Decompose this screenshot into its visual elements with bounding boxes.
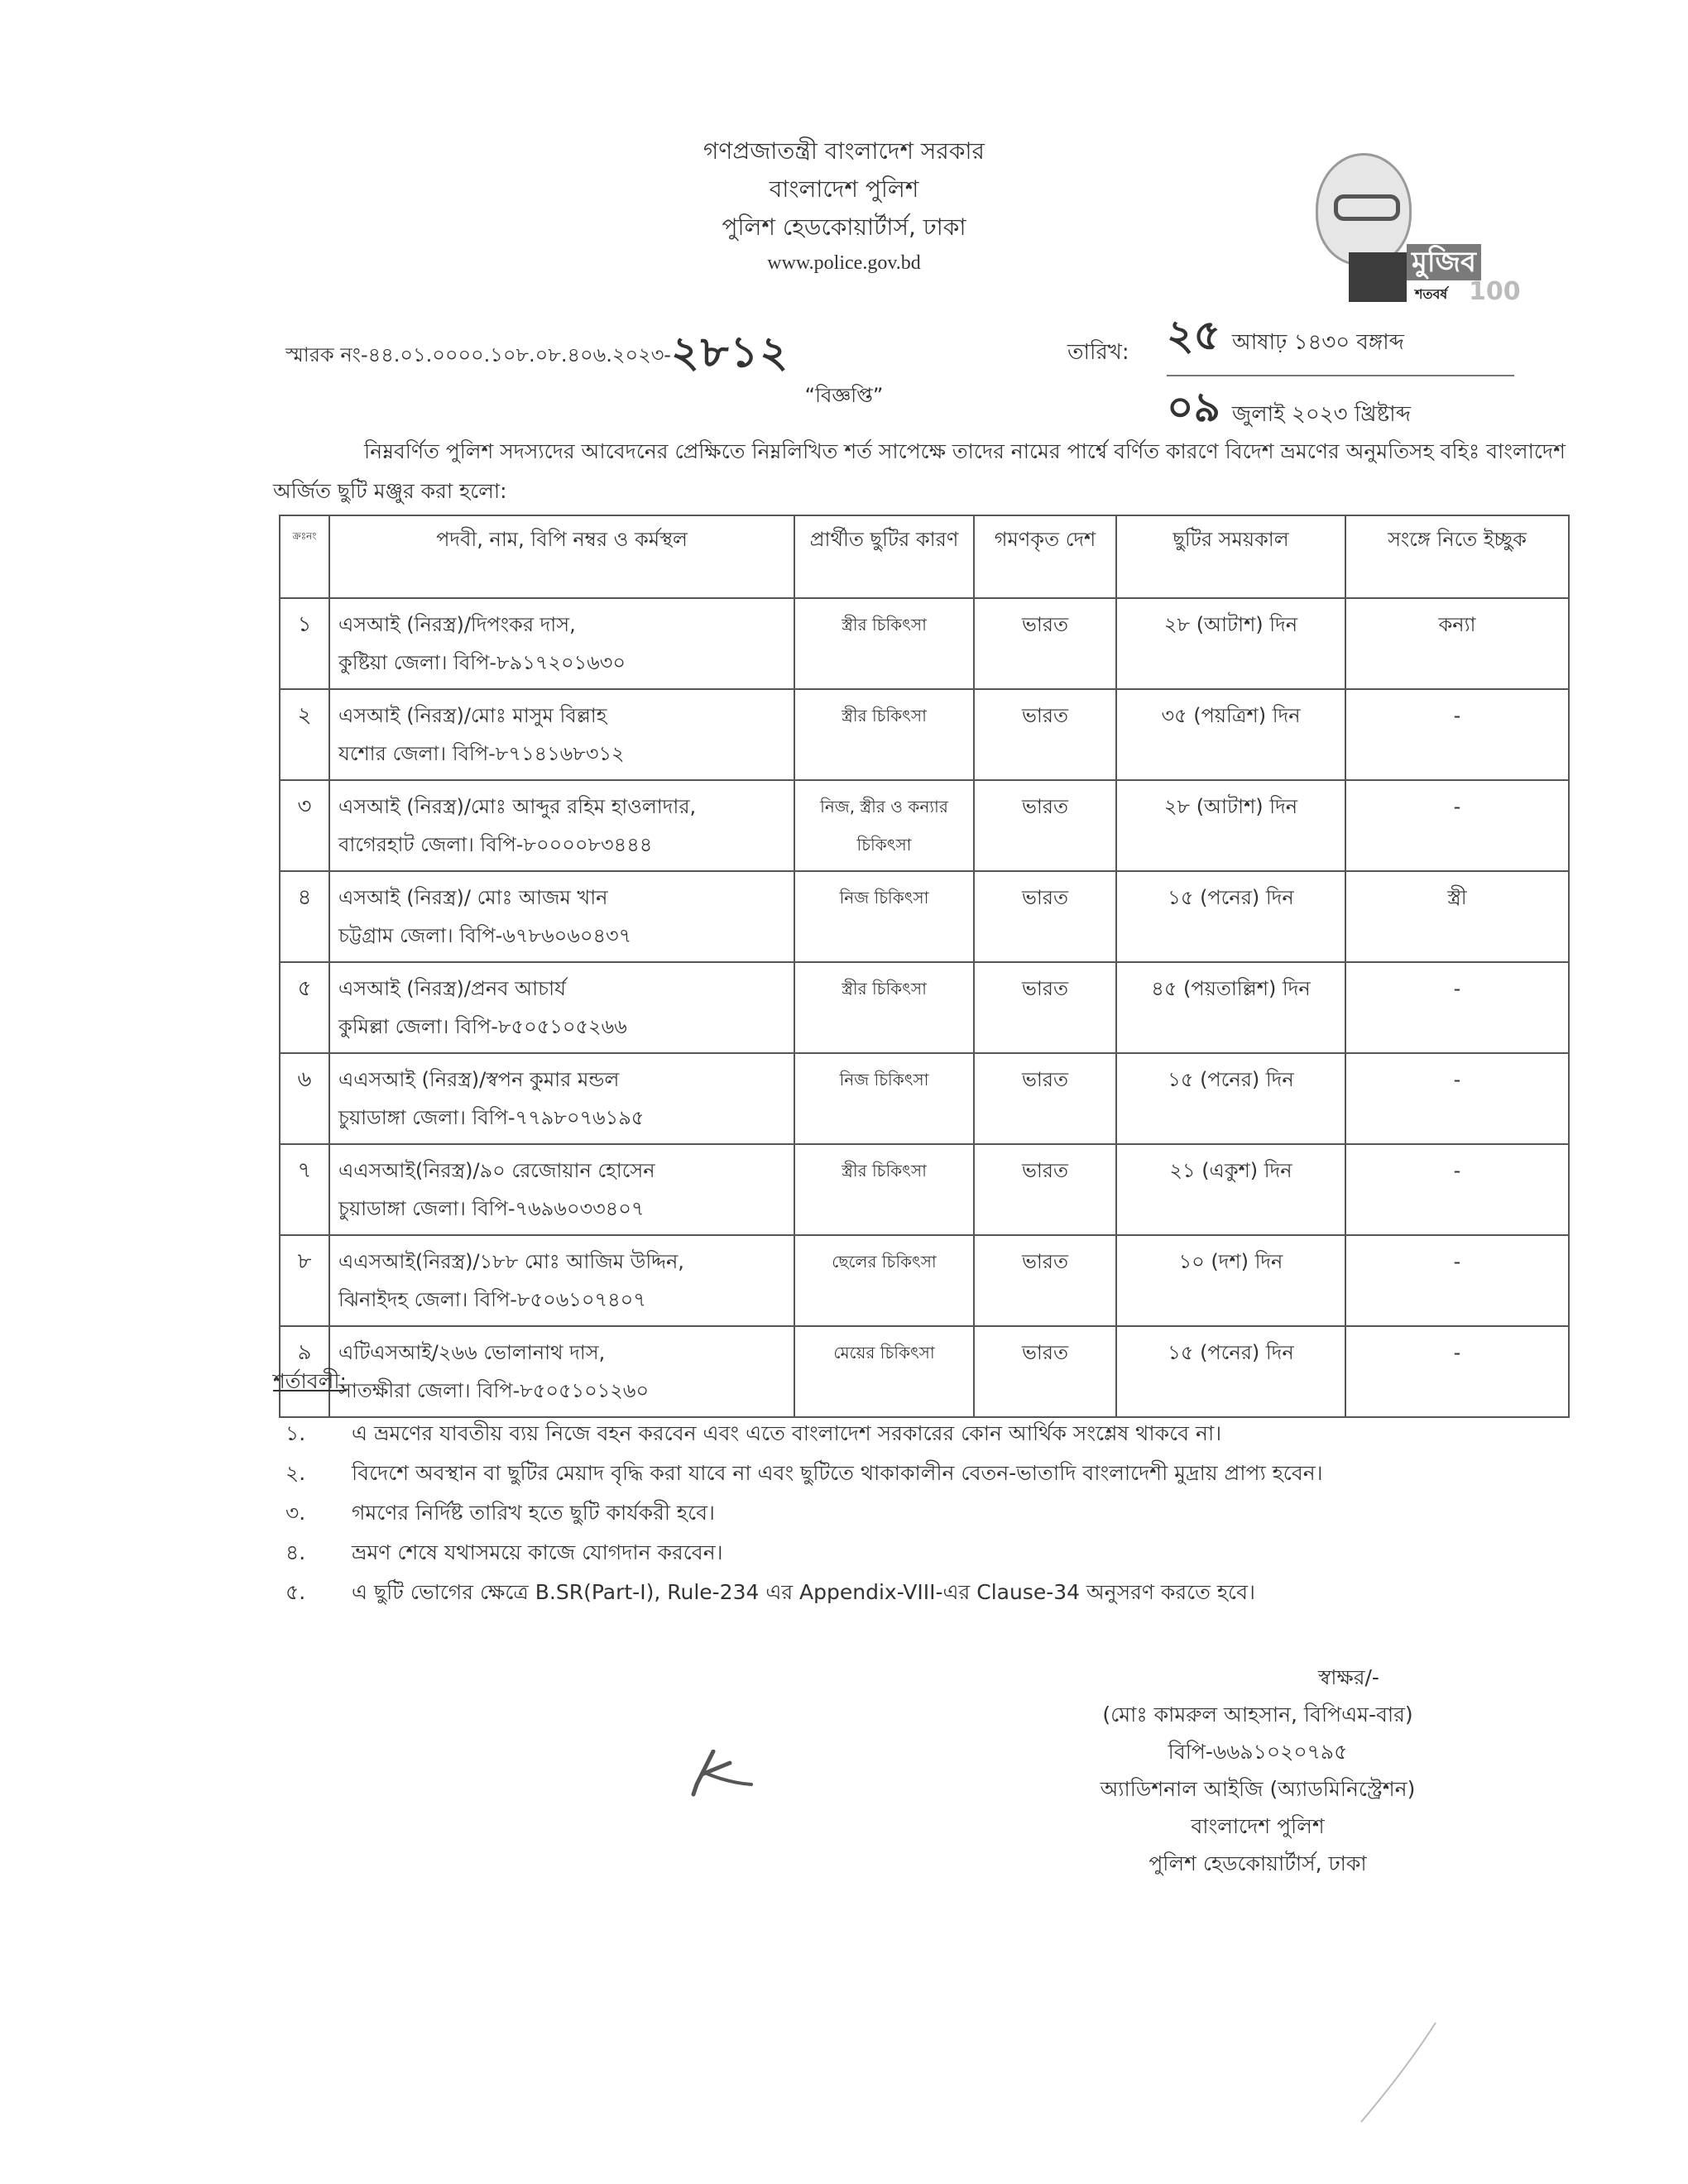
leave-table <box>279 515 1570 1418</box>
memo-prefix: স্মারক নং-৪৪.০১.০০০০.১০৮.০৮.৪০৬.২০২৩- <box>285 343 671 366</box>
bangla-date <box>1167 304 1523 373</box>
row-serial: ২ <box>280 689 329 780</box>
row-serial: ৬ <box>280 1053 329 1144</box>
row-companion: - <box>1345 1053 1569 1144</box>
notice-title: “বিজ্ঞপ্তি” <box>804 384 884 407</box>
bangla-day: ২৫ <box>1167 310 1220 359</box>
table-header-row <box>280 515 1569 598</box>
english-day: ০৯ <box>1167 382 1220 431</box>
signatory-bp-number: বিপি-৬৬৯১০২০৭৯৫ <box>1168 1740 1348 1764</box>
bangla-month-year: আষাঢ় ১৪৩০ বঙ্গাব্দ <box>1231 330 1404 355</box>
row-reason: মেয়ের চিকিৎসা <box>794 1326 974 1417</box>
signatory-designation: অ্যাডিশনাল আইজি (অ্যাডমিনিস্ট্রেশন) <box>1100 1777 1416 1801</box>
row-rank-name: এএসআই(নিরস্ত্র)/৯০ রেজোয়ান হোসেন <box>338 1159 655 1182</box>
website-link[interactable]: www.police.gov.bd <box>767 252 921 274</box>
row-district-bp: চট্টগ্রাম জেলা। বিপি-৬৭৮৬০৬০৪৩৭ <box>338 924 632 947</box>
organization-name: বাংলাদেশ পুলিশ <box>769 175 919 203</box>
row-district-bp: যশোর জেলা। বিপি-৮৭১৪১৬৮৩১২ <box>338 742 625 765</box>
table-row <box>280 1053 1569 1144</box>
glasses-icon <box>1334 194 1400 221</box>
row-duration: ১৫ (পনের) দিন <box>1116 1326 1345 1417</box>
conditions-title: শর্তাবলী: <box>273 1369 347 1393</box>
row-serial: ৫ <box>280 962 329 1053</box>
table-row <box>280 871 1569 962</box>
coat-shape <box>1349 252 1407 302</box>
office-name: পুলিশ হেডকোয়ার্টার্স, ঢাকা <box>722 213 966 241</box>
signatory-office: পুলিশ হেডকোয়ার্টার্স, ঢাকা <box>1149 1851 1367 1875</box>
condition-text: এ ছুটি ভোগের ক্ষেত্রে B.SR(Part-I), Rule-234 এর Appendix-VIII-এর Clause-34 অনুসরণ করতে হবে। <box>352 1579 1255 1604</box>
row-companion: - <box>1345 1144 1569 1235</box>
header-serial: ক্রঃনং <box>280 515 329 598</box>
row-country: ভারত <box>974 1235 1116 1326</box>
table-row <box>280 1144 1569 1235</box>
logo-number: 100 <box>1469 277 1521 306</box>
logo-subtitle: শতবর্ষ <box>1415 286 1448 302</box>
row-country: ভারত <box>974 871 1116 962</box>
condition-text: বিদেশে অবস্থান বা ছুটির মেয়াদ বৃদ্ধি করা যাবে না এবং ছুটিতে থাকাকালীন বেতন-ভাতাদি বাংলাদেশী মুদ্রায় প্রাপ্য হবেন। <box>352 1460 1323 1485</box>
row-serial: ৮ <box>280 1235 329 1326</box>
table-row <box>280 962 1569 1053</box>
row-duration: ১৫ (পনের) দিন <box>1116 1053 1345 1144</box>
row-companion: - <box>1345 689 1569 780</box>
table-row <box>280 1235 1569 1326</box>
condition-number: ৪. <box>285 1540 306 1564</box>
row-duration: ২৮ (আটাশ) দিন <box>1116 598 1345 689</box>
row-rank-name: এসআই (নিরস্ত্র)/ মোঃ আজম খান <box>338 886 608 909</box>
row-companion: কন্যা <box>1345 598 1569 689</box>
row-serial: ৯ <box>280 1326 329 1417</box>
row-companion: - <box>1345 962 1569 1053</box>
row-district-bp: চুয়াডাঙ্গা জেলা। বিপি-৭৬৯৬০৩৩৪০৭ <box>338 1197 645 1220</box>
condition-text: এ ভ্রমণের যাবতীয় ব্যয় নিজে বহন করবেন এবং এতে বাংলাদেশ সরকারের কোন আর্থিক সংশ্লেষ থাকবে না। <box>352 1420 1222 1445</box>
row-reason: নিজ চিকিৎসা <box>794 1053 974 1144</box>
condition-number: ৫. <box>285 1579 306 1604</box>
condition-number: ৩. <box>285 1500 306 1525</box>
english-month-year: জুলাই ২০২৩ খ্রিষ্টাব্দ <box>1231 402 1411 427</box>
row-companion: - <box>1345 1326 1569 1417</box>
row-district-bp: সাতক্ষীরা জেলা। বিপি-৮৫০৫১০১২৬০ <box>338 1379 650 1402</box>
government-name: গণপ্রজাতন্ত্রী বাংলাদেশ সরকার <box>703 137 985 165</box>
row-serial: ৩ <box>280 780 329 871</box>
row-district-bp: কুমিল্লা জেলা। বিপি-৮৫০৫১০৫২৬৬ <box>338 1015 627 1038</box>
row-district-bp: ঝিনাইদহ জেলা। বিপি-৮৫০৬১০৭৪০৭ <box>338 1288 646 1311</box>
row-duration: ৪৫ (পয়তাল্লিশ) দিন <box>1116 962 1345 1053</box>
row-rank-name: এএসআই(নিরস্ত্র)/১৮৮ মোঃ আজিম উদ্দিন, <box>338 1250 684 1273</box>
row-duration: ৩৫ (পয়ত্রিশ) দিন <box>1116 689 1345 780</box>
memo-number <box>285 318 789 390</box>
row-rank-name: এটিএসআই/২৬৬ ভোলানাথ দাস, <box>338 1341 606 1364</box>
row-reason: নিজ চিকিৎসা <box>794 871 974 962</box>
row-district-bp: বাগেরহাট জেলা। বিপি-৮০০০০৮৩৪৪৪ <box>338 833 653 856</box>
scan-mark <box>1357 2019 1440 2126</box>
logo-brand: মুজিব <box>1407 244 1481 280</box>
row-district-bp: চুয়াডাঙ্গা জেলা। বিপি-৭৭৯৮০৭৬১৯৫ <box>338 1106 645 1129</box>
row-country: ভারত <box>974 1144 1116 1235</box>
row-duration: ২৮ (আটাশ) দিন <box>1116 780 1345 871</box>
row-reason: স্ত্রীর চিকিৎসা <box>794 962 974 1053</box>
row-name-cell <box>329 1235 794 1326</box>
condition-number: ১. <box>285 1420 306 1445</box>
row-companion: - <box>1345 1235 1569 1326</box>
row-country: ভারত <box>974 1326 1116 1417</box>
row-reason: স্ত্রীর চিকিৎসা <box>794 598 974 689</box>
row-rank-name: এএসআই (নিরস্ত্র)/স্বপন কুমার মন্ডল <box>338 1068 620 1091</box>
date-block <box>1167 304 1523 445</box>
letterhead <box>579 132 1109 280</box>
row-duration: ১০ (দশ) দিন <box>1116 1235 1345 1326</box>
condition-text: ভ্রমণ শেষে যথাসময়ে কাজে যোগদান করবেন। <box>352 1540 723 1564</box>
signed-mark: স্বাক্ষর/- <box>1318 1665 1379 1689</box>
row-companion: স্ত্রী <box>1345 871 1569 962</box>
row-name-cell <box>329 962 794 1053</box>
row-rank-name: এসআই (নিরস্ত্র)/মোঃ মাসুম বিল্লাহ <box>338 704 607 727</box>
row-duration: ১৫ (পনের) দিন <box>1116 871 1345 962</box>
row-name-cell <box>329 780 794 871</box>
row-name-cell <box>329 598 794 689</box>
row-district-bp: কুষ্টিয়া জেলা। বিপি-৮৯১৭২০১৬৩০ <box>338 651 626 674</box>
row-rank-name: এসআই (নিরস্ত্র)/মোঃ আব্দুর রহিম হাওলাদার, <box>338 795 697 818</box>
table-row <box>280 780 1569 871</box>
row-duration: ২১ (একুশ) দিন <box>1116 1144 1345 1235</box>
row-name-cell <box>329 1326 794 1417</box>
signatory-organization: বাংলাদেশ পুলিশ <box>1191 1814 1325 1838</box>
row-name-cell <box>329 1053 794 1144</box>
row-reason: স্ত্রীর চিকিৎসা <box>794 689 974 780</box>
condition-text: গমণের নির্দিষ্ট তারিখ হতে ছুটি কার্যকরী হবে। <box>352 1500 715 1525</box>
header-country: গমণকৃত দেশ <box>974 515 1116 598</box>
date-label: তারিখ: <box>1067 340 1129 365</box>
row-country: ভারত <box>974 780 1116 871</box>
row-rank-name: এসআই (নিরস্ত্র)/প্রনব আচার্য <box>338 977 566 1000</box>
conditions-list <box>285 1415 1609 1613</box>
row-name-cell <box>329 1144 794 1235</box>
row-serial: ১ <box>280 598 329 689</box>
table-row <box>280 689 1569 780</box>
condition-item <box>285 1454 1609 1494</box>
signature-block <box>1026 1659 1489 1882</box>
row-country: ভারত <box>974 689 1116 780</box>
header-reason: প্রার্থীত ছুটির কারণ <box>794 515 974 598</box>
condition-number: ২. <box>285 1460 306 1485</box>
table-row <box>280 1326 1569 1417</box>
row-country: ভারত <box>974 1053 1116 1144</box>
memo-handwritten-number: ২৮১২ <box>670 327 790 377</box>
table-row <box>280 598 1569 689</box>
row-serial: ৪ <box>280 871 329 962</box>
condition-item <box>285 1573 1609 1613</box>
row-country: ভারত <box>974 962 1116 1053</box>
row-country: ভারত <box>974 598 1116 689</box>
handwritten-initial-icon <box>687 1750 770 1799</box>
signatory-name: (মোঃ কামরুল আহসান, বিপিএম-বার) <box>1102 1703 1413 1727</box>
header-name: পদবী, নাম, বিপি নম্বর ও কর্মস্থল <box>329 515 794 598</box>
row-reason: স্ত্রীর চিকিৎসা <box>794 1144 974 1235</box>
header-duration: ছুটির সময়কাল <box>1116 515 1345 598</box>
row-serial: ৭ <box>280 1144 329 1235</box>
row-companion: - <box>1345 780 1569 871</box>
row-reason: ছেলের চিকিৎসা <box>794 1235 974 1326</box>
header-companion: সংঙ্গে নিতে ইচ্ছুক <box>1345 515 1569 598</box>
row-reason: নিজ, স্ত্রীর ও কন্যার চিকিৎসা <box>794 780 974 871</box>
condition-item <box>285 1415 1609 1454</box>
mujib-centenary-logo <box>1283 145 1521 310</box>
row-name-cell <box>329 871 794 962</box>
intro-paragraph: নিম্নবর্ণিত পুলিশ সদস্যদের আবেদনের প্রেক্ষিতে নিম্নলিখিত শর্ত সাপেক্ষে তাদের নামের পার্শ্বে বর্ণিত কারণে বিদেশ ভ্রমণের অনুমতিসহ বহিঃ বাংলাদেশ অর্জিত ছুটি মঞ্জুর করা হলো: <box>273 439 1566 503</box>
row-rank-name: এসআই (নিরস্ত্র)/দিপংকর দাস, <box>338 613 576 636</box>
condition-item <box>285 1494 1609 1534</box>
condition-item <box>285 1534 1609 1573</box>
row-name-cell <box>329 689 794 780</box>
